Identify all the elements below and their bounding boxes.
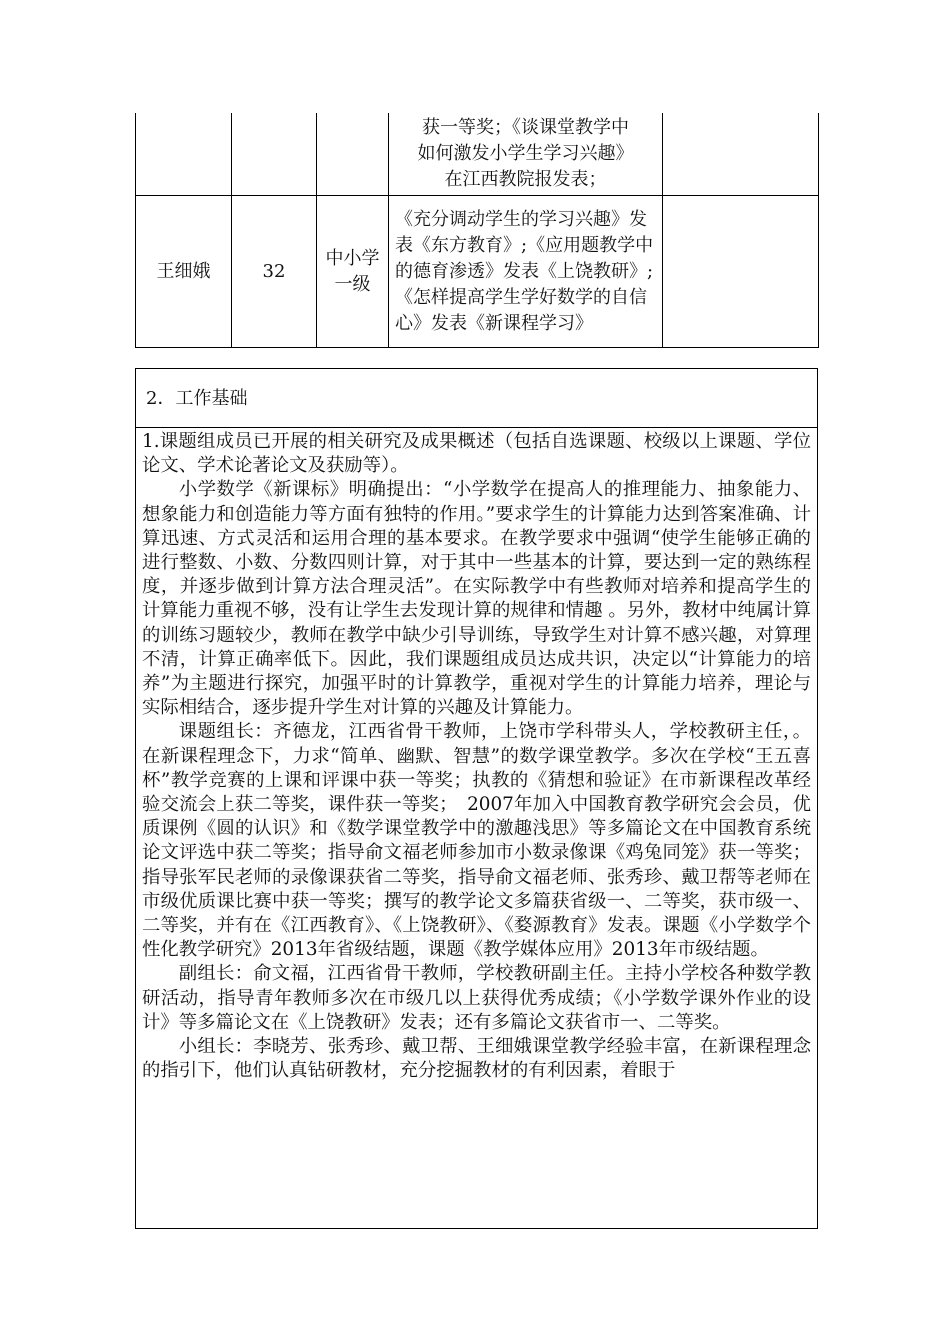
works-cell: 《充分调动学生的学习兴趣》发表《东方教育》;《应用题教学中的德育渗透》发表《上饶教研》;《怎样提高学生学好数学的自信心》发表《新课程学习》 (389, 196, 663, 348)
title-cell: 中小学一级 (317, 196, 389, 348)
works-line: 在江西教院报发表； (444, 169, 607, 190)
paragraph-background: 小学数学《新课标》明确提出：“小学数学在提高人的推理能力、抽象能力、想象能力和创造能力等方面有独特的作用。”要求学生的计算能力达到答案准确、计算迅速、方式灵活和运用合理的基本要求。在教学要求中强调“使学生能够正确的进行整数、小数、分数四则计算，对于其中一些基本的计算，要达到一定的熟练程度，并逐步做到计算方法合理灵活”。在实际教学中有些教师对培养和提高学生的计算能力重视不够，没有让学生去发现计算的规律和情趣 。另外，教材中纯属计算的训练习题较少，教师在教学中缺少引导训练，导致学生对计算不感兴趣，对算理不清，计算正确率低下。因此，我们课题组成员达成共识，决定以“计算能力的培养”为主题进行探究，加强平时的计算教学，重视对学生的计算能力培养，理论与实际相结合，逐步提升学生对计算的兴趣及计算能力。 (142, 479, 811, 719)
age-cell (232, 113, 317, 196)
work-basis-section (135, 368, 818, 1229)
members-table (135, 113, 819, 348)
name-cell (136, 113, 232, 196)
paragraph-group-leader: 课题组长：齐德龙，江西省骨干教师，上饶市学科带头人，学校教研主任，。在新课程理念下，力求“简单、幽默、智慧”的数学课堂教学。多次在学校“王五喜杯”教学竞赛的上课和评课中获一等奖；执教的《猜想和验证》在市新课程改革经验交流会上获二等奖，课件获一等奖； 2007年加入中国教育教学研究会会员，优质课例《圆的认识》和《数学课堂教学中的激趣浅思》等多篇论文在中国教育系统论文评选中获二等奖；指导俞文福老师参加市小数录像课《鸡兔同笼》获一等奖；指导张军民老师的录像课获省二等奖，指导俞文福老师、张秀珍、戴卫帮等老师在市级优质课比赛中获一等奖；撰写的教学论文多篇获省级一、二等奖，获市级一、二等奖，并有在《江西教育》、《上饶教研》、《婺源教育》发表。课题《小学数学个性化教学研究》2013年省级结题，课题《教学媒体应用》2013年市级结题。 (142, 721, 811, 961)
age-cell: 32 (232, 196, 317, 348)
title-cell (317, 113, 389, 196)
section-heading: 2．工作基础 (136, 369, 817, 428)
paragraph-team-leaders: 小组长：李晓芳、张秀珍、戴卫帮、王细娥课堂教学经验丰富，在新课程理念的指引下，他们认真钻研教材，充分挖掘教材的有利因素，着眼于 (142, 1036, 811, 1082)
paragraph-deputy-leader: 副组长：俞文福，江西省骨干教师，学校教研副主任。主持小学校各种数学教研活动，指导青年教师多次在市级几以上获得优秀成绩；《小学数学课外作业的设计》等多篇论文在《上饶教研》发表；还有多篇论文获省市一、二等奖。 (142, 963, 811, 1033)
section-body (136, 428, 817, 1083)
note-cell (663, 196, 819, 348)
paragraph-summary-prompt: 1.课题组成员已开展的相关研究及成果概述（包括自选课题、校级以上课题、学位论文、学术论著论文及获励等）。 (142, 431, 811, 477)
works-cell (389, 113, 663, 196)
name-cell: 王细娥 (136, 196, 232, 348)
note-cell (663, 113, 819, 196)
table-row (136, 196, 819, 348)
table-row (136, 113, 819, 196)
works-line: 如何激发小学生学习兴趣》 (417, 143, 634, 164)
works-line: 获一等奖；《谈课堂教学中 (422, 117, 629, 138)
